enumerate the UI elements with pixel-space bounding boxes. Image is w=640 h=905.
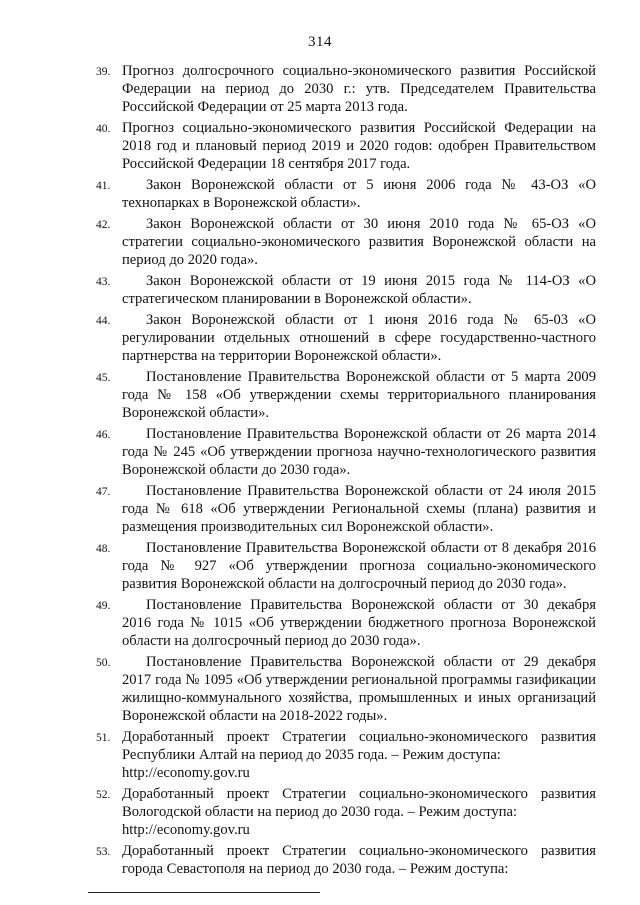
reference-url: http://economy.gov.ru [122,765,250,781]
reference-item [96,425,596,479]
reference-item [96,596,596,650]
reference-number: 43. [96,276,111,288]
reference-text: Постановление Правительства Воронежской области от 26 марта 2014 года № 245 «Об утверждении прогноза научно-технологического развития Воронежской области до 2030 года». [122,426,596,478]
reference-text: Постановление Правительства Воронежской области от 30 декабря 2016 года № 1015 «Об утверждении бюджетного прогноза Воронежской области на долгосрочный период до 2030 года». [122,597,596,649]
reference-list [96,62,596,881]
reference-number: 45. [96,372,111,384]
reference-text: Доработанный проект Стратегии социально-экономического развития Республики Алтай на период до 2035 года. – Режим доступа: [122,729,596,763]
reference-item [96,176,596,212]
reference-text: Постановление Правительства Воронежской области от 24 июля 2015 года № 618 «Об утверждении Региональной схемы (плана) развития и размещения производительных сил Воронежской области». [122,483,596,535]
reference-item [96,368,596,422]
reference-text: Прогноз долгосрочного социально-экономического развития Российской Федерации на период до 2030 г.: утв. Председателем Правительства Российской Федерации от 25 марта 2013 года. [122,63,596,115]
reference-number: 49. [96,600,111,612]
reference-number: 42. [96,219,111,231]
reference-number: 47. [96,486,111,498]
reference-item [96,653,596,725]
reference-number: 52. [96,789,111,801]
reference-text: Постановление Правительства Воронежской области от 5 марта 2009 года № 158 «Об утверждении схемы территориального планирования Воронежской области». [122,369,596,421]
reference-item [96,842,596,878]
reference-number: 39. [96,66,111,78]
reference-number: 48. [96,543,111,555]
reference-number: 41. [96,180,111,192]
reference-item [96,311,596,365]
reference-url: http://economy.gov.ru [122,822,250,838]
page-number: 314 [308,34,332,50]
reference-text: Постановление Правительства Воронежской области от 29 декабря 2017 года № 1095 «Об утверждении региональной программы газификации жилищно-коммунального хозяйства, промышленных и иных организаций Воронежской области на 2018-2022 годы». [122,654,596,724]
reference-text: Доработанный проект Стратегии социально-экономического развития города Севастополя на период до 2030 года. – Режим доступа: [122,843,596,877]
reference-text: Доработанный проект Стратегии социально-экономического развития Вологодской области на период до 2030 года. – Режим доступа: [122,786,596,820]
reference-text: Прогноз социально-экономического развития Российской Федерации на 2018 год и плановый период 2019 и 2020 годов: одобрен Правительством Российской Федерации 18 сентября 2017 года. [122,120,596,172]
reference-item [96,539,596,593]
reference-number: 44. [96,315,111,327]
reference-text: Постановление Правительства Воронежской области от 8 декабря 2016 года № 927 «Об утверждении прогноза социально-экономического развития Воронежской области на долгосрочный период до 2030 года». [122,540,596,592]
reference-item [96,215,596,269]
reference-number: 40. [96,123,111,135]
reference-number: 50. [96,657,111,669]
reference-item [96,785,596,839]
reference-number: 51. [96,732,111,744]
reference-text: Закон Воронежской области от 30 июня 2010 года № 65-ОЗ «О стратегии социально-экономического развития Воронежской области на период до 2020 года». [122,216,596,268]
reference-text: Закон Воронежской области от 19 июня 2015 года № 114-ОЗ «О стратегическом планировании в Воронежской области». [122,273,596,307]
reference-number: 46. [96,429,111,441]
reference-text: Закон Воронежской области от 5 июня 2006 года № 43-ОЗ «О технопарках в Воронежской области». [122,177,596,211]
reference-item [96,272,596,308]
reference-item [96,62,596,116]
footnote-rule [88,892,320,893]
reference-text: Закон Воронежской области от 1 июня 2016 года № 65-03 «О регулировании отдельных отношений в сфере государственно-частного партнерства на территории Воронежской области». [122,312,596,364]
reference-item [96,728,596,782]
reference-item [96,119,596,173]
reference-item [96,482,596,536]
reference-number: 53. [96,846,111,858]
